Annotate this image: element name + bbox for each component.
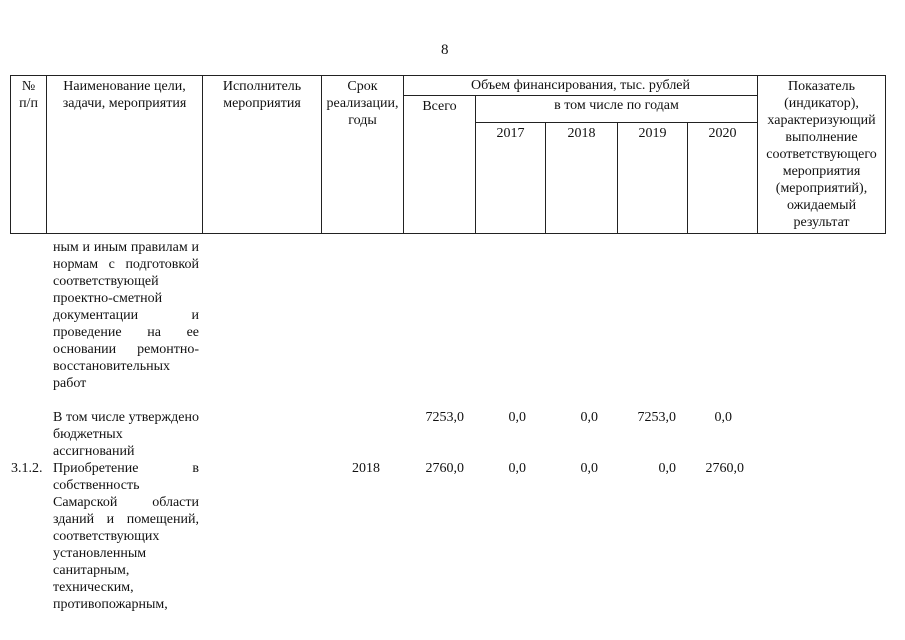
year-2019-header: 2019 (618, 123, 688, 234)
row-312-total: 2760,0 (425, 461, 464, 476)
col-term-header: Срок реализации, годы (322, 76, 404, 234)
col-by-years-header: в том числе по годам (476, 96, 758, 123)
col-no-header: № п/п (11, 76, 47, 234)
year-2020-header: 2020 (688, 123, 758, 234)
row-allocated-name: В том числе утверждено бюджетных ассигнований (53, 410, 199, 459)
col-indicator-header: Показатель (индикатор), характеризующий выполнение соответствующего мероприятия (мероприятий), ожидаемый результат (758, 76, 886, 234)
row-312-term: 2018 (352, 461, 380, 476)
header-table (10, 75, 886, 234)
col-total-header: Всего (404, 96, 476, 234)
year-2018-header: 2018 (546, 123, 618, 234)
row-allocated-total: 7253,0 (425, 410, 464, 425)
row-312-name: Приобретение в собственность Самарской области зданий и помещений, соответствующих установленным санитарным, техническим, противопожарным, (53, 461, 199, 612)
row-continuation-name: ным и иным правилам и нормам с подготовкой соответствующей проектно-сметной документации и проведение на ее основании ремонтно-восстановительных работ (53, 240, 199, 391)
row-312-number: 3.1.2. (11, 461, 43, 476)
page-number: 8 (441, 42, 449, 58)
col-executor-header: Исполнитель мероприятия (203, 76, 322, 234)
row-312-2020: 2760,0 (705, 461, 744, 476)
row-312-2019: 0,0 (658, 461, 676, 476)
row-312-2017: 0,0 (508, 461, 526, 476)
col-name-header: Наименование цели, задачи, мероприятия (47, 76, 203, 234)
row-312-2018: 0,0 (580, 461, 598, 476)
row-allocated-2020: 0,0 (714, 410, 732, 425)
year-2017-header: 2017 (476, 123, 546, 234)
row-allocated-2017: 0,0 (508, 410, 526, 425)
row-allocated-2019: 7253,0 (637, 410, 676, 425)
row-allocated-2018: 0,0 (580, 410, 598, 425)
col-finance-header: Объем финансирования, тыс. рублей (404, 76, 758, 96)
